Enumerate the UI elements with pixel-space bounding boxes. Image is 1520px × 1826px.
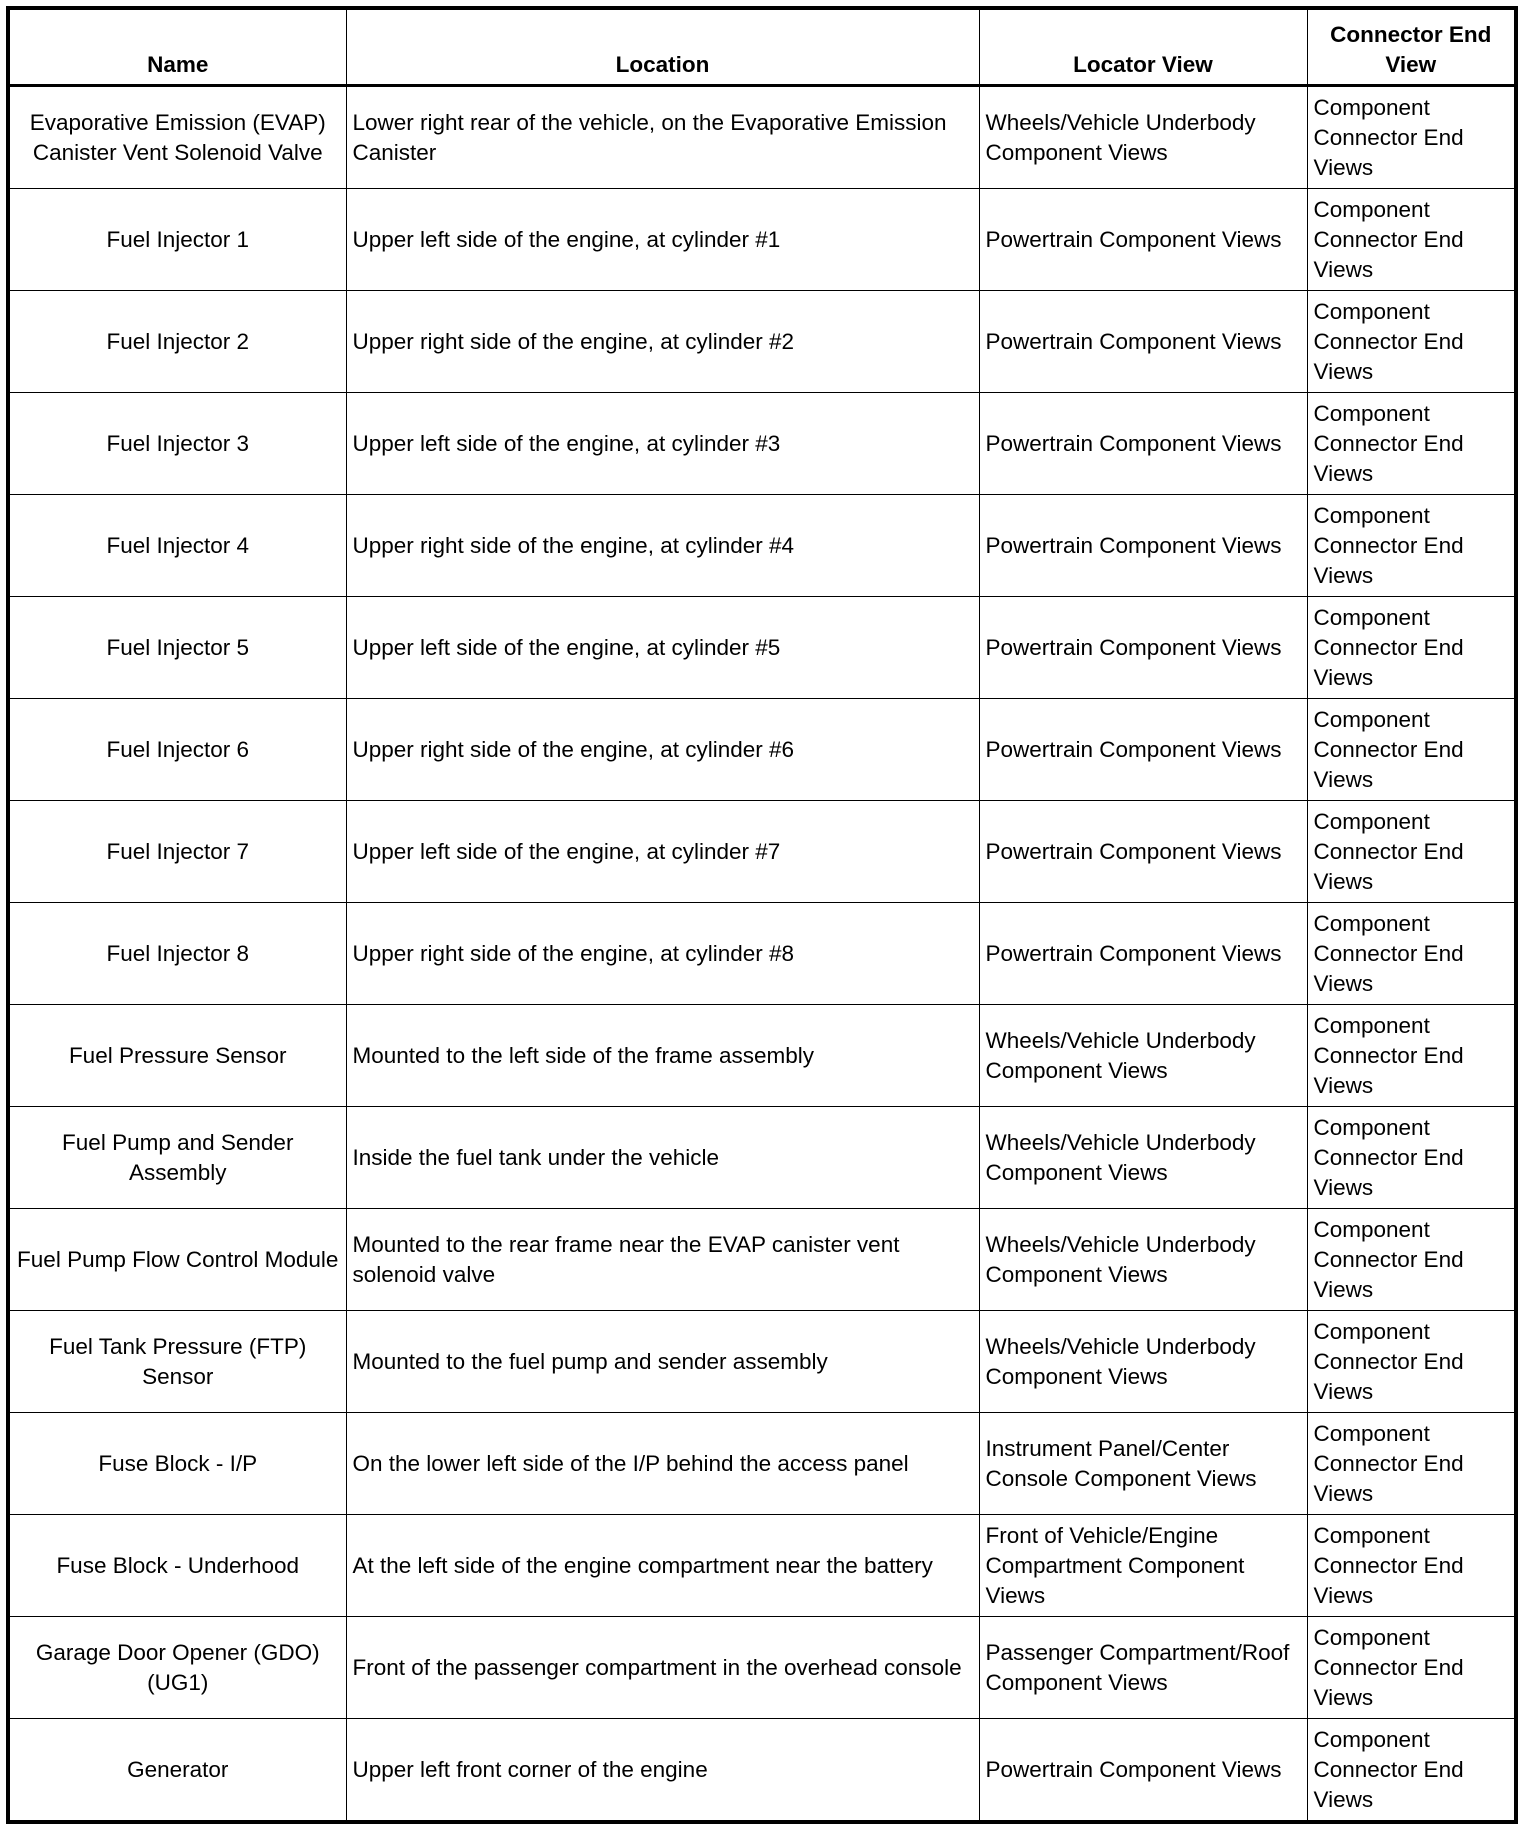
table-row [8,1617,1516,1719]
cell-location: Inside the fuel tank under the vehicle [346,1107,979,1209]
table-row [8,86,1516,189]
cell-locator-view: Powertrain Component Views [979,699,1307,801]
cell-locator-view: Instrument Panel/Center Console Component Views [979,1413,1307,1515]
table-row [8,189,1516,291]
cell-name: Fuel Injector 2 [8,291,346,393]
cell-name: Generator [8,1719,346,1823]
header-locator-view: Locator View [979,8,1307,86]
cell-connector-end-view: Component Connector End Views [1307,597,1516,699]
cell-locator-view: Powertrain Component Views [979,189,1307,291]
cell-connector-end-view: Component Connector End Views [1307,1005,1516,1107]
cell-name: Evaporative Emission (EVAP) Canister Vent Solenoid Valve [8,86,346,189]
cell-locator-view: Powertrain Component Views [979,597,1307,699]
cell-locator-view: Powertrain Component Views [979,801,1307,903]
cell-location: Upper left side of the engine, at cylinder #3 [346,393,979,495]
cell-connector-end-view: Component Connector End Views [1307,1311,1516,1413]
cell-name: Fuel Pump and Sender Assembly [8,1107,346,1209]
cell-name: Fuse Block - I/P [8,1413,346,1515]
cell-name: Fuel Injector 7 [8,801,346,903]
header-connector-end-view: Connector End View [1307,8,1516,86]
cell-name: Fuse Block - Underhood [8,1515,346,1617]
table-row [8,1413,1516,1515]
cell-name: Fuel Injector 8 [8,903,346,1005]
cell-name: Fuel Injector 6 [8,699,346,801]
cell-location: Front of the passenger compartment in the overhead console [346,1617,979,1719]
cell-location: Mounted to the fuel pump and sender assembly [346,1311,979,1413]
cell-name: Fuel Injector 1 [8,189,346,291]
cell-locator-view: Powertrain Component Views [979,291,1307,393]
cell-location: At the left side of the engine compartment near the battery [346,1515,979,1617]
cell-location: Upper left side of the engine, at cylinder #5 [346,597,979,699]
table-row [8,597,1516,699]
cell-locator-view: Powertrain Component Views [979,1719,1307,1823]
table-row [8,1005,1516,1107]
cell-name: Fuel Injector 5 [8,597,346,699]
cell-connector-end-view: Component Connector End Views [1307,1209,1516,1311]
cell-location: Upper right side of the engine, at cylinder #4 [346,495,979,597]
cell-location: Upper left side of the engine, at cylinder #7 [346,801,979,903]
cell-location: Upper right side of the engine, at cylinder #6 [346,699,979,801]
cell-locator-view: Wheels/Vehicle Underbody Component Views [979,1005,1307,1107]
cell-name: Fuel Tank Pressure (FTP) Sensor [8,1311,346,1413]
cell-location: Upper left front corner of the engine [346,1719,979,1823]
cell-name: Fuel Injector 3 [8,393,346,495]
cell-locator-view: Powertrain Component Views [979,393,1307,495]
cell-connector-end-view: Component Connector End Views [1307,1719,1516,1823]
cell-connector-end-view: Component Connector End Views [1307,393,1516,495]
header-location: Location [346,8,979,86]
cell-name: Fuel Injector 4 [8,495,346,597]
cell-name: Fuel Pressure Sensor [8,1005,346,1107]
cell-connector-end-view: Component Connector End Views [1307,903,1516,1005]
header-row [8,8,1516,86]
table-row [8,1107,1516,1209]
cell-connector-end-view: Component Connector End Views [1307,1413,1516,1515]
cell-location: Upper right side of the engine, at cylinder #8 [346,903,979,1005]
cell-locator-view: Wheels/Vehicle Underbody Component Views [979,86,1307,189]
cell-connector-end-view: Component Connector End Views [1307,699,1516,801]
cell-locator-view: Wheels/Vehicle Underbody Component Views [979,1209,1307,1311]
cell-locator-view: Powertrain Component Views [979,903,1307,1005]
cell-connector-end-view: Component Connector End Views [1307,1107,1516,1209]
cell-connector-end-view: Component Connector End Views [1307,1617,1516,1719]
cell-connector-end-view: Component Connector End Views [1307,86,1516,189]
table-row [8,1311,1516,1413]
cell-locator-view: Wheels/Vehicle Underbody Component Views [979,1311,1307,1413]
cell-connector-end-view: Component Connector End Views [1307,189,1516,291]
table-row [8,495,1516,597]
cell-location: On the lower left side of the I/P behind the access panel [346,1413,979,1515]
cell-name: Fuel Pump Flow Control Module [8,1209,346,1311]
component-locator-table [6,6,1518,1824]
cell-locator-view: Front of Vehicle/Engine Compartment Component Views [979,1515,1307,1617]
cell-name: Garage Door Opener (GDO) (UG1) [8,1617,346,1719]
header-name: Name [8,8,346,86]
table-row [8,1209,1516,1311]
cell-location: Mounted to the left side of the frame assembly [346,1005,979,1107]
cell-location: Mounted to the rear frame near the EVAP canister vent solenoid valve [346,1209,979,1311]
cell-locator-view: Wheels/Vehicle Underbody Component Views [979,1107,1307,1209]
cell-connector-end-view: Component Connector End Views [1307,1515,1516,1617]
table-row [8,291,1516,393]
table-row [8,801,1516,903]
table-row [8,903,1516,1005]
cell-connector-end-view: Component Connector End Views [1307,801,1516,903]
table-row [8,1515,1516,1617]
cell-locator-view: Passenger Compartment/Roof Component Views [979,1617,1307,1719]
cell-location: Lower right rear of the vehicle, on the Evaporative Emission Canister [346,86,979,189]
cell-location: Upper left side of the engine, at cylinder #1 [346,189,979,291]
cell-locator-view: Powertrain Component Views [979,495,1307,597]
table-row [8,393,1516,495]
cell-location: Upper right side of the engine, at cylinder #2 [346,291,979,393]
table-row [8,699,1516,801]
cell-connector-end-view: Component Connector End Views [1307,495,1516,597]
cell-connector-end-view: Component Connector End Views [1307,291,1516,393]
table-row [8,1719,1516,1823]
